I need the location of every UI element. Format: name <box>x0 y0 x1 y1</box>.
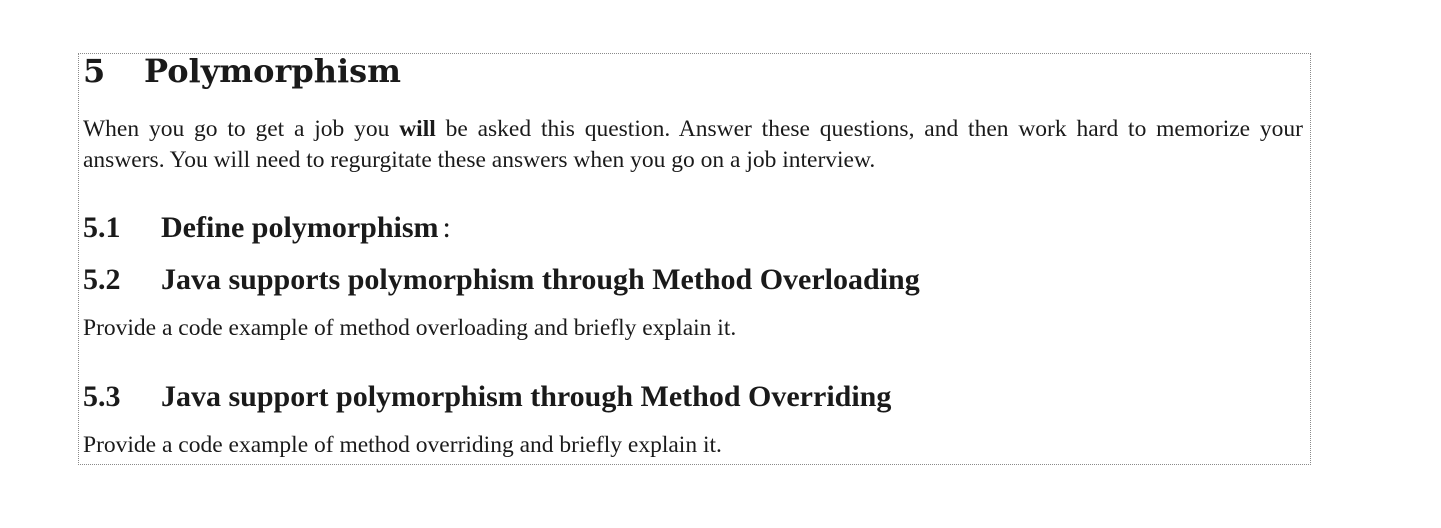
document-frame <box>78 53 1311 465</box>
subsection-number: 5.1 <box>83 211 121 244</box>
subsection-number: 5.3 <box>83 380 121 413</box>
subsection-heading-5-2 <box>83 264 920 296</box>
subsection-title: Java supports polymorphism through Method Overloading <box>161 263 920 296</box>
section-heading <box>83 54 401 88</box>
section-title: Polymorphism <box>144 52 402 90</box>
subsection-suffix: : <box>442 211 451 244</box>
intro-paragraph <box>83 114 1303 176</box>
subsection-title: Define polymorphism <box>161 211 439 244</box>
subsection-body-5-3: Provide a code example of method overriding and briefly explain it. <box>83 432 722 458</box>
subsection-number: 5.2 <box>83 263 121 296</box>
subsection-title: Java support polymorphism through Method Overriding <box>161 380 892 413</box>
subsection-heading-5-3 <box>83 381 891 413</box>
intro-text-2: be asked this question. Answer these questions, and then work hard to memorize your answers. You will need to regurgitate these answers when you go on a job interview. <box>83 116 1304 173</box>
intro-emphasis: will <box>399 116 436 142</box>
subsection-body-5-2: Provide a code example of method overloading and briefly explain it. <box>83 315 737 341</box>
intro-text-1: When you go to get a job you <box>83 116 400 142</box>
section-number: 5 <box>83 52 106 90</box>
subsection-heading-5-1 <box>83 212 451 244</box>
